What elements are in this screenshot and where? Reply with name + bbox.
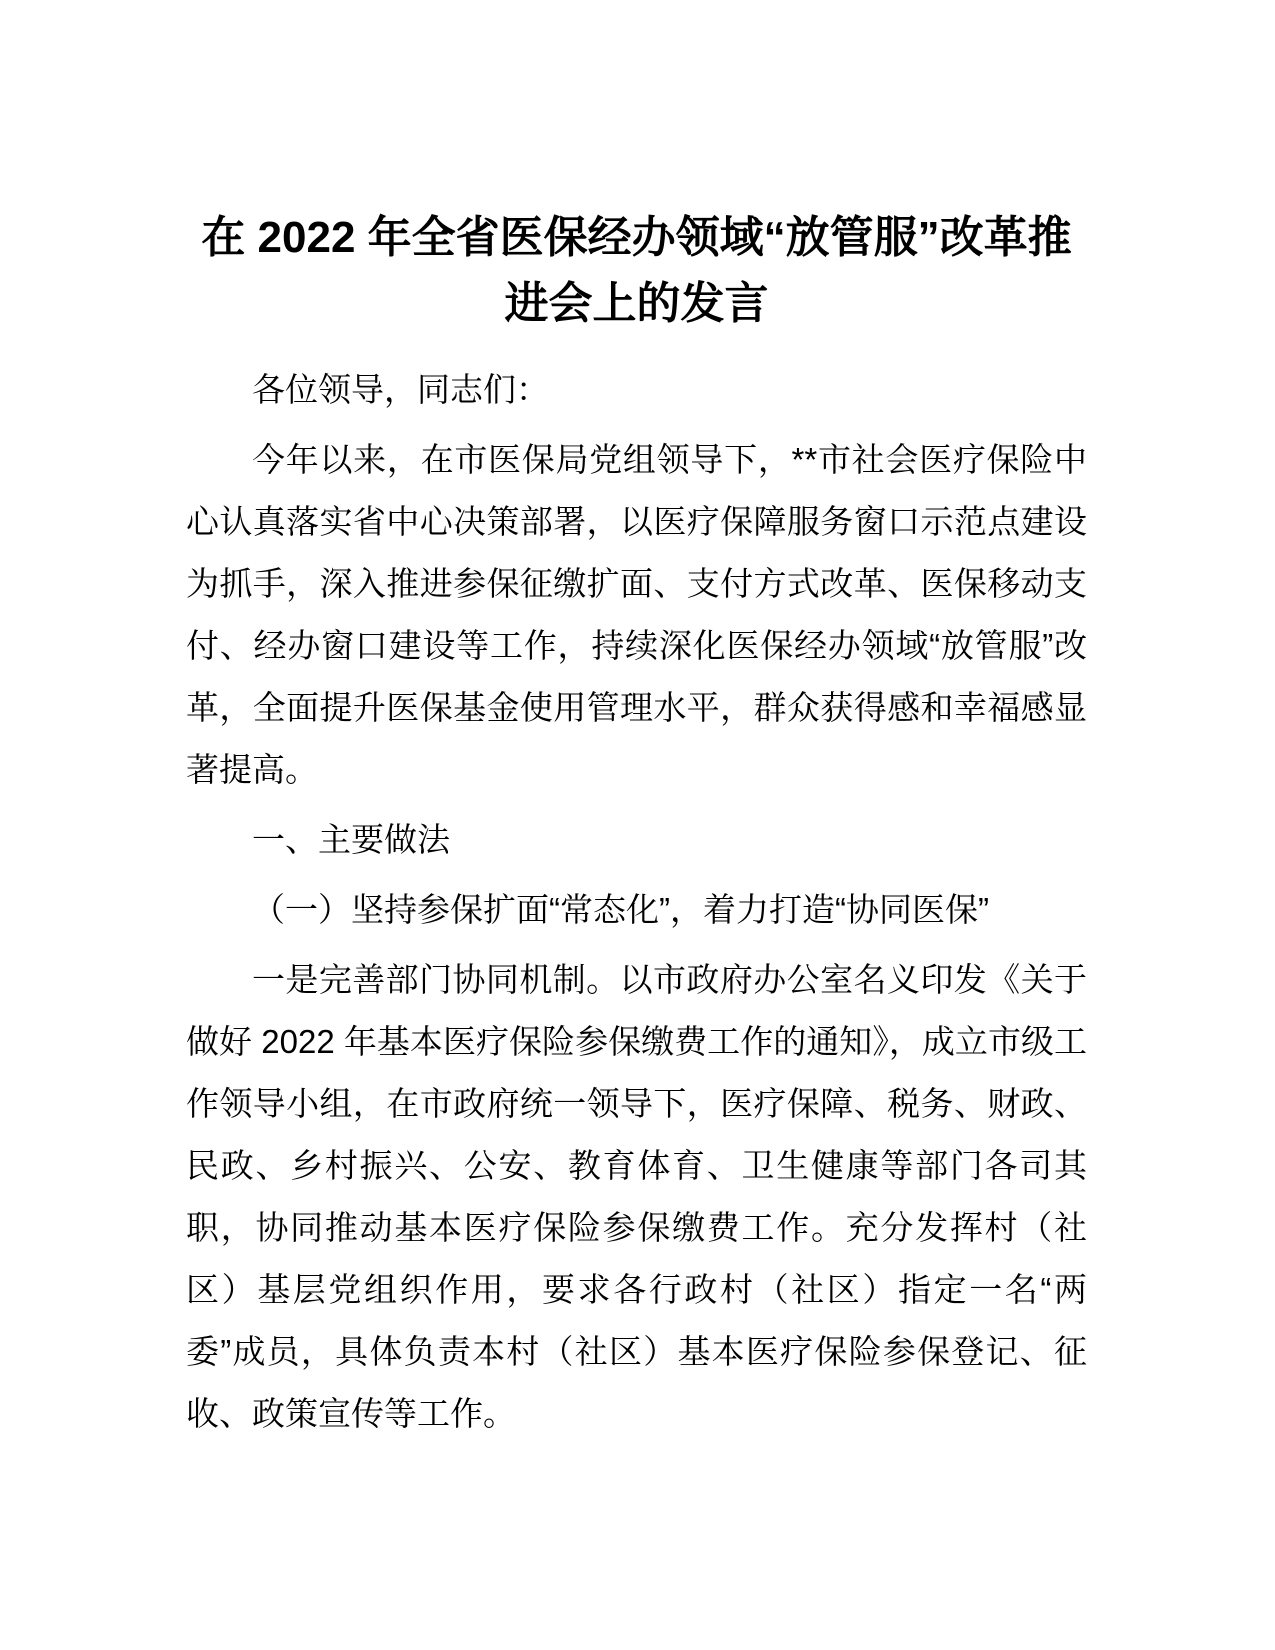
intro-paragraph: 今年以来，在市医保局党组领导下，**市社会医疗保险中心认真落实省中心决策部署，以医疗保障服务窗口示范点建设为抓手，深入推进参保征缴扩面、支付方式改革、医保移动支付、经办窗口建设等工作，持续深化医保经办领域“放管服”改革，全面提升医保基金使用管理水平，群众获得感和幸福感显著提高。	[186, 441, 1087, 788]
greeting-line: 各位领导，同志们：	[252, 371, 549, 408]
document-title-line-1: 在 2022 年全省医保经办领域“放管服”改革推	[201, 213, 1072, 262]
section-heading: 一、主要做法	[252, 821, 450, 858]
body-paragraph: 一是完善部门协同机制。以市政府办公室名义印发《关于做好 2022 年基本医疗保险参保缴费工作的通知》，成立市级工作领导小组，在市政府统一领导下，医疗保障、税务、财政、民政、乡村振兴、公安、教育体育、卫生健康等部门各司其职，协同推动基本医疗保险参保缴费工作。充分发挥村（社区）基层党组织作用，要求各行政村（社区）指定一名“两委”成员，具体负责本村（社区）基本医疗保险参保登记、征收、政策宣传等工作。	[186, 961, 1087, 1432]
document-title	[186, 205, 1087, 337]
subsection-heading: （一）坚持参保扩面“常态化”，着力打造“协同医保”	[252, 891, 989, 928]
document-title-line-2: 进会上的发言	[504, 279, 769, 328]
